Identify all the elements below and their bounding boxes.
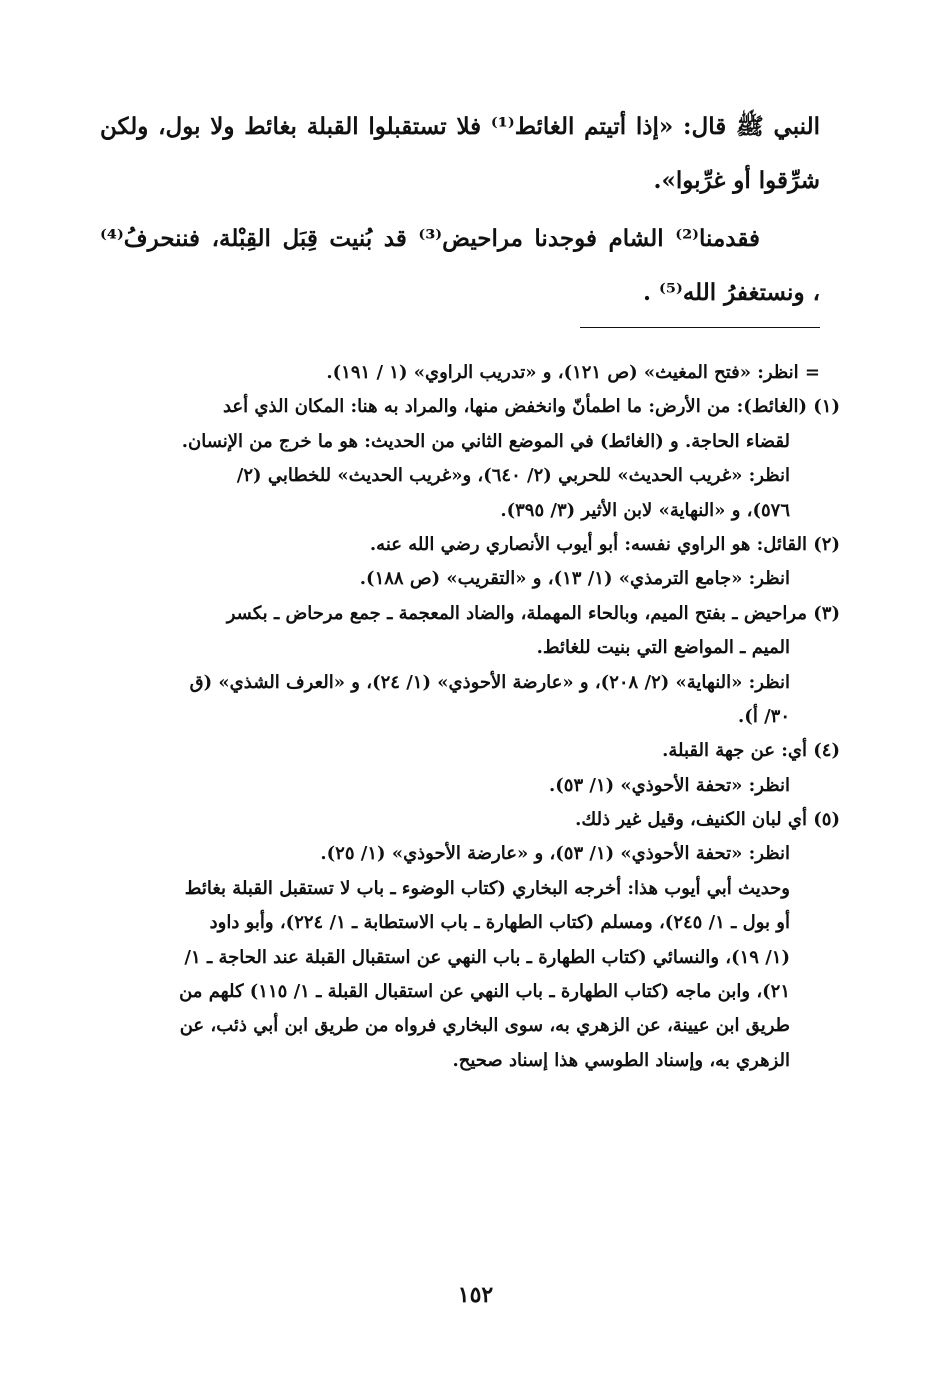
footnote-line: الزهري به، وإسناد الطوسي هذا إسناد صحيح. <box>452 1049 790 1071</box>
footnote-line: انظر: «غريب الحديث» للحربي (٢/ ٦٤٠)، و«غريب الحديث» للخطابي (٢/ <box>236 465 790 487</box>
footnote-line: = انظر: «فتح المغيث» (ص ١٢١)، و «تدريب الراوي» (١ / ١٩١). <box>326 362 820 383</box>
footnote-line: انظر: «تحفة الأحوذي» (١/ ٥٣)، و «عارضة الأحوذي» (١/ ٢٥). <box>320 843 790 865</box>
footnote-line: (٣) مراحيض ـ بفتح الميم، وبالحاء المهملة، والضاد المعجمة ـ جمع مرحاض ـ بكسر <box>226 602 840 624</box>
footnote-line: لقضاء الحاجة. و (الغائط) في الموضع الثاني من الحديث: هو ما خرج من الإنسان. <box>181 430 790 452</box>
text-line: النبي ﷺ قال: «إذا أتيتم الغائط⁽¹⁾ فلا تستقبلوا القبلة بغائط ولا بول، ولكن <box>100 113 820 140</box>
footnote-line: (١) (الغائط): من الأرض: ما اطمأنّ وانخفض منها، والمراد به هنا: المكان الذي أعد <box>222 396 840 418</box>
footnote-line: انظر: «تحفة الأحوذي» (١/ ٥٣). <box>548 774 790 796</box>
footnote-line: (١/ ١٩)، والنسائي (كتاب الطهارة ـ باب النهي عن استقبال القبلة عند الحاجة ـ ١/ <box>184 946 790 968</box>
text-line: ، ونستغفرُ الله⁽⁵⁾ . <box>643 279 820 306</box>
footnote-line: انظر: «النهاية» (٢/ ٢٠٨)، و «عارضة الأحوذي» (١/ ٢٤)، و «العرف الشذي» (ق <box>189 671 790 693</box>
hadith-paragraph-1 <box>100 100 820 208</box>
footnote-line: ٥٧٦)، و «النهاية» لابن الأثير (٣/ ٣٩٥). <box>500 499 790 521</box>
footnote-line: ٣٠/ أ). <box>738 705 790 727</box>
footnote-line: وحديث أبي أيوب هذا: أخرجه البخاري (كتاب الوضوء ـ باب لا تستقبل القبلة بغائط <box>184 877 790 899</box>
footnote-line: ٢١)، وابن ماجه (كتاب الطهارة ـ باب النهي عن استقبال القبلة ـ ١/ ١١٥) كلهم من <box>179 981 790 1003</box>
footnote-line: طريق ابن عيينة، عن الزهري به، سوى البخاري فرواه من طريق ابن أبي ذئب، عن <box>179 1015 790 1037</box>
footnote-line: (٤) أي: عن جهة القبلة. <box>662 740 840 762</box>
text-line: فقدمنا⁽²⁾ الشام فوجدنا مراحيض⁽³⁾ قد بُنيت قِبَل القِبْلة، فننحرفُ⁽⁴⁾ <box>100 225 760 252</box>
footnote-line: الميم ـ المواضع التي بنيت للغائط. <box>536 637 790 659</box>
hadith-paragraph-2 <box>100 212 820 320</box>
footnote-separator <box>580 327 820 328</box>
footnote-line: (٢) القائل: هو الراوي نفسه: أبو أيوب الأنصاري رضي الله عنه. <box>369 533 840 555</box>
footnote-line: (٥) أي لبان الكنيف، وقيل غير ذلك. <box>575 809 840 831</box>
text-line: شرِّقوا أو غرِّبوا». <box>653 167 820 194</box>
page-number: ١٥٢ <box>457 1282 494 1308</box>
footnote-line: أو بول ـ ١/ ٢٤٥)، ومسلم (كتاب الطهارة ـ باب الاستطابة ـ ١/ ٢٢٤)، وأبو داود <box>209 912 790 934</box>
footnotes-section <box>100 356 840 1078</box>
footnote-line: انظر: «جامع الترمذي» (١/ ١٣)، و «التقريب» (ص ١٨٨). <box>359 568 790 590</box>
